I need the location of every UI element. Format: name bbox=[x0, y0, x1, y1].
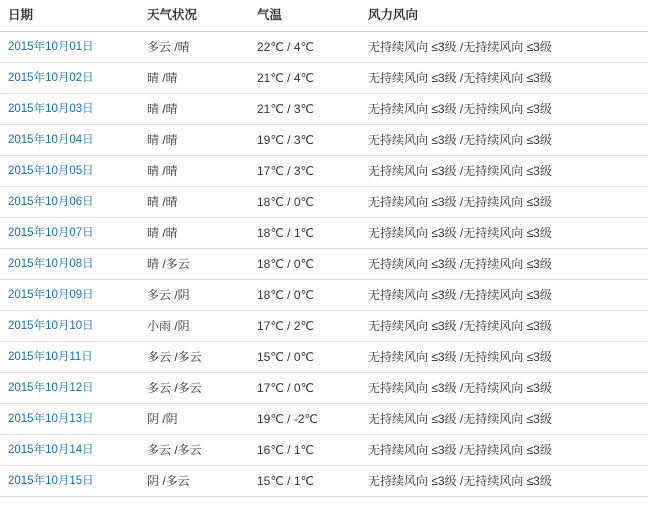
cell-wind: 无持续风向 ≤3级 /无持续风向 ≤3级 bbox=[360, 32, 648, 63]
cell-temperature: 18℃ / 0℃ bbox=[249, 280, 360, 311]
table-row bbox=[0, 311, 648, 342]
cell-date[interactable]: 2015年10月11日 bbox=[0, 342, 139, 373]
table-row bbox=[0, 280, 648, 311]
cell-condition: 小雨 /阴 bbox=[139, 311, 249, 342]
table-row bbox=[0, 404, 648, 435]
cell-temperature: 15℃ / 1℃ bbox=[249, 466, 360, 497]
cell-condition: 晴 /晴 bbox=[139, 63, 249, 94]
cell-condition: 晴 /晴 bbox=[139, 156, 249, 187]
table-row bbox=[0, 342, 648, 373]
table-row bbox=[0, 187, 648, 218]
table-body bbox=[0, 32, 648, 497]
table-row bbox=[0, 63, 648, 94]
cell-wind: 无持续风向 ≤3级 /无持续风向 ≤3级 bbox=[360, 373, 648, 404]
cell-temperature: 15℃ / 0℃ bbox=[249, 342, 360, 373]
table-row bbox=[0, 125, 648, 156]
column-header-date: 日期 bbox=[0, 0, 139, 32]
cell-condition: 多云 /多云 bbox=[139, 373, 249, 404]
table-header-row bbox=[0, 0, 648, 32]
cell-date[interactable]: 2015年10月08日 bbox=[0, 249, 139, 280]
cell-date[interactable]: 2015年10月09日 bbox=[0, 280, 139, 311]
cell-wind: 无持续风向 ≤3级 /无持续风向 ≤3级 bbox=[360, 63, 648, 94]
cell-date[interactable]: 2015年10月12日 bbox=[0, 373, 139, 404]
cell-wind: 无持续风向 ≤3级 /无持续风向 ≤3级 bbox=[360, 404, 648, 435]
cell-date[interactable]: 2015年10月05日 bbox=[0, 156, 139, 187]
table-row bbox=[0, 249, 648, 280]
cell-wind: 无持续风向 ≤3级 /无持续风向 ≤3级 bbox=[360, 156, 648, 187]
cell-wind: 无持续风向 ≤3级 /无持续风向 ≤3级 bbox=[360, 311, 648, 342]
table-row bbox=[0, 466, 648, 497]
cell-temperature: 22℃ / 4℃ bbox=[249, 32, 360, 63]
cell-wind: 无持续风向 ≤3级 /无持续风向 ≤3级 bbox=[360, 94, 648, 125]
cell-condition: 多云 /多云 bbox=[139, 435, 249, 466]
cell-temperature: 19℃ / 3℃ bbox=[249, 125, 360, 156]
table-row bbox=[0, 373, 648, 404]
column-header-temperature: 气温 bbox=[249, 0, 360, 32]
cell-wind: 无持续风向 ≤3级 /无持续风向 ≤3级 bbox=[360, 435, 648, 466]
cell-temperature: 19℃ / -2℃ bbox=[249, 404, 360, 435]
cell-condition: 晴 /多云 bbox=[139, 249, 249, 280]
cell-date[interactable]: 2015年10月13日 bbox=[0, 404, 139, 435]
cell-date[interactable]: 2015年10月10日 bbox=[0, 311, 139, 342]
cell-date[interactable]: 2015年10月14日 bbox=[0, 435, 139, 466]
cell-date[interactable]: 2015年10月02日 bbox=[0, 63, 139, 94]
cell-temperature: 18℃ / 0℃ bbox=[249, 249, 360, 280]
cell-temperature: 21℃ / 4℃ bbox=[249, 63, 360, 94]
cell-condition: 阴 /多云 bbox=[139, 466, 249, 497]
cell-temperature: 16℃ / 1℃ bbox=[249, 435, 360, 466]
cell-wind: 无持续风向 ≤3级 /无持续风向 ≤3级 bbox=[360, 280, 648, 311]
table-row bbox=[0, 94, 648, 125]
cell-date[interactable]: 2015年10月04日 bbox=[0, 125, 139, 156]
cell-temperature: 17℃ / 0℃ bbox=[249, 373, 360, 404]
table-row bbox=[0, 32, 648, 63]
cell-condition: 晴 /晴 bbox=[139, 187, 249, 218]
cell-wind: 无持续风向 ≤3级 /无持续风向 ≤3级 bbox=[360, 125, 648, 156]
cell-condition: 晴 /晴 bbox=[139, 218, 249, 249]
cell-condition: 阴 /阴 bbox=[139, 404, 249, 435]
cell-wind: 无持续风向 ≤3级 /无持续风向 ≤3级 bbox=[360, 249, 648, 280]
cell-date[interactable]: 2015年10月03日 bbox=[0, 94, 139, 125]
cell-date[interactable]: 2015年10月07日 bbox=[0, 218, 139, 249]
table-header bbox=[0, 0, 648, 32]
cell-date[interactable]: 2015年10月15日 bbox=[0, 466, 139, 497]
column-header-condition: 天气状况 bbox=[139, 0, 249, 32]
cell-temperature: 18℃ / 1℃ bbox=[249, 218, 360, 249]
cell-condition: 多云 /阴 bbox=[139, 280, 249, 311]
table-row bbox=[0, 156, 648, 187]
cell-wind: 无持续风向 ≤3级 /无持续风向 ≤3级 bbox=[360, 187, 648, 218]
column-header-wind: 风力风向 bbox=[360, 0, 648, 32]
cell-wind: 无持续风向 ≤3级 /无持续风向 ≤3级 bbox=[360, 342, 648, 373]
cell-date[interactable]: 2015年10月01日 bbox=[0, 32, 139, 63]
cell-wind: 无持续风向 ≤3级 /无持续风向 ≤3级 bbox=[360, 218, 648, 249]
cell-wind: 无持续风向 ≤3级 /无持续风向 ≤3级 bbox=[360, 466, 648, 497]
cell-date[interactable]: 2015年10月06日 bbox=[0, 187, 139, 218]
cell-temperature: 17℃ / 2℃ bbox=[249, 311, 360, 342]
cell-temperature: 21℃ / 3℃ bbox=[249, 94, 360, 125]
cell-temperature: 17℃ / 3℃ bbox=[249, 156, 360, 187]
cell-condition: 晴 /晴 bbox=[139, 94, 249, 125]
cell-condition: 晴 /晴 bbox=[139, 125, 249, 156]
table-row bbox=[0, 218, 648, 249]
cell-temperature: 18℃ / 0℃ bbox=[249, 187, 360, 218]
cell-condition: 多云 /多云 bbox=[139, 342, 249, 373]
cell-condition: 多云 /晴 bbox=[139, 32, 249, 63]
table-row bbox=[0, 435, 648, 466]
